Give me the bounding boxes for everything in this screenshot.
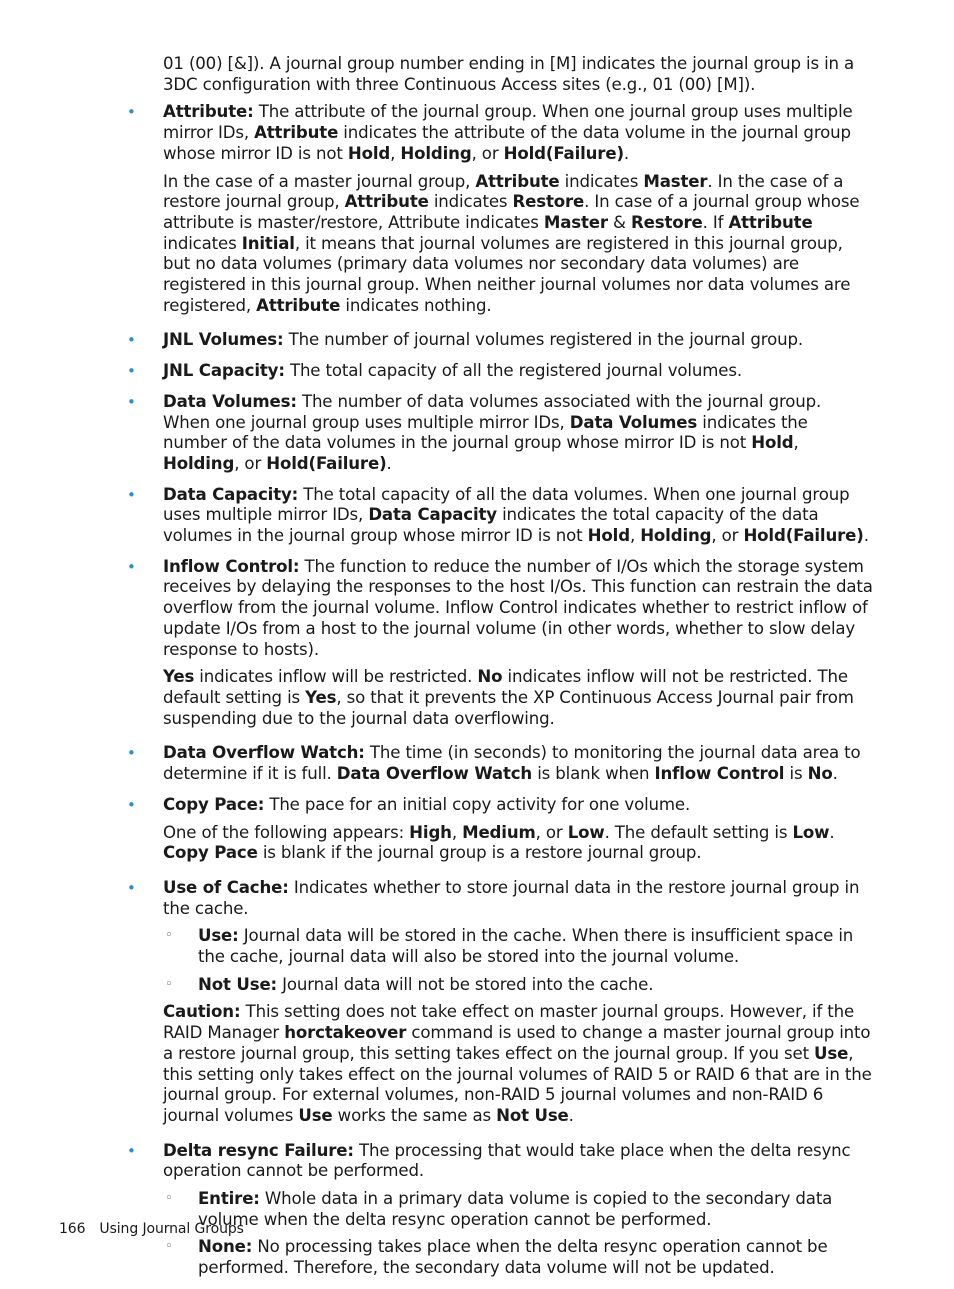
document-body: [127, 54, 873, 1289]
none-description: None: No processing takes place when the delta resync operation cannot be performed. Therefore, the secondary data volume will not be updated.: [198, 1237, 828, 1278]
list-item-use-of-cache: [127, 877, 873, 1127]
list-item-inflow-control: [127, 556, 873, 730]
page-number: 166: [59, 1221, 86, 1237]
sub-bullet: ◦: [165, 976, 173, 992]
use-description: Use: Journal data will be stored in the cache. When there is insufficient space in the cache, journal data will also be stored into the journal volume.: [198, 926, 854, 967]
bullet: •: [127, 331, 136, 350]
bullet: •: [127, 362, 136, 381]
delta-resync-description: Delta resync Failure: The processing that would take place when the delta resync operation cannot be performed.: [163, 1140, 851, 1181]
intro-paragraph: 01 (00) [&]). A journal group number ending in [M] indicates the journal group is in a 3DC configuration with three Continuous Access sites (e.g., 01 (00) [M]).: [163, 54, 855, 94]
bullet: •: [127, 557, 136, 576]
list-item-attribute: [127, 102, 873, 316]
bullet: •: [127, 103, 136, 122]
copy-pace-detail: One of the following appears: High, Medium, or Low. The default setting is Low. Copy Pace is blank if the journal group is a restore journal group.: [163, 822, 835, 863]
page-footer: [59, 1221, 258, 1237]
bullet: •: [127, 878, 136, 897]
jnl-volumes-description: JNL Volumes: The number of journal volumes registered in the journal group.: [163, 330, 803, 350]
bullet: •: [127, 392, 136, 411]
footer-section-title: Using Journal Groups: [99, 1221, 244, 1237]
not-use-description: Not Use: Journal data will not be stored into the cache.: [198, 974, 654, 994]
sub-item-not-use: [165, 974, 873, 996]
data-volumes-description: Data Volumes: The number of data volumes associated with the journal group. When one journal group uses multiple mirror IDs, Data Volumes indicates the number of the data volumes in the journal group whose mirror ID is not Hold, Holding, or Hold(Failure).: [163, 391, 822, 473]
jnl-capacity-description: JNL Capacity: The total capacity of all the registered journal volumes.: [163, 361, 742, 381]
sub-item-none: [165, 1237, 873, 1278]
copy-pace-description: Copy Pace: The pace for an initial copy activity for one volume.: [163, 794, 691, 814]
sub-item-entire: [165, 1189, 873, 1230]
inflow-control-detail: Yes indicates inflow will be restricted. No indicates inflow will not be restricted. The default setting is Yes, so that it prevents the XP Continuous Access Journal pair from suspending due to the journal data overflowing.: [163, 667, 854, 728]
list-item-jnl-volumes: [127, 330, 873, 351]
sub-bullet: ◦: [165, 928, 173, 944]
sub-item-use: [165, 926, 873, 967]
entire-description: Entire: Whole data in a primary data volume is copied to the secondary data volume when the delta resync operation cannot be performed.: [198, 1189, 833, 1229]
bullet: •: [127, 485, 136, 504]
list-item-data-overflow-watch: [127, 743, 873, 784]
list-item-jnl-capacity: [127, 361, 873, 382]
list-item-data-capacity: [127, 484, 873, 547]
caution-note: Caution: This setting does not take effect on master journal groups. However, if the RAID Manager horctakeover command is used to change a master journal group into a restore journal group, this setting takes effect on the journal group. If you set Use, this setting only takes effect on the journal volumes of RAID 5 or RAID 6 that are in the journal group. For external volumes, non-RAID 5 journal volumes and non-RAID 6 journal volumes Use works the same as Not Use.: [163, 1002, 872, 1125]
bullet: •: [127, 1141, 136, 1160]
attribute-description: Attribute: The attribute of the journal group. When one journal group uses multiple mirror IDs, Attribute indicates the attribute of the data volume in the journal group whose mirror ID is not Hold, Holding, or Hold(Failure).: [163, 102, 853, 163]
sub-bullet: ◦: [165, 1191, 173, 1207]
inflow-control-description: Inflow Control: The function to reduce the number of I/Os which the storage system receives by delaying the responses to the host I/Os. This function can restrain the data overflow from the journal volume. Inflow Control indicates whether to restrict inflow of update I/Os from a host to the journal volume (in other words, whether to slow delay response to hosts).: [163, 556, 873, 659]
list-item-data-volumes: [127, 391, 873, 475]
use-of-cache-description: Use of Cache: Indicates whether to store journal data in the restore journal group in the cache.: [163, 877, 860, 918]
bullet: •: [127, 795, 136, 814]
attribute-detail: In the case of a master journal group, Attribute indicates Master. In the case of a restore journal group, Attribute indicates Restore. In case of a journal group whose attribute is master/restore, Attribute indicates Master & Restore. If Attribute indicates Initial, it means that journal volumes are registered in this journal group, but no data volumes (primary data volumes nor secondary data volumes) are registered in this journal group. When neither journal volumes nor data volumes are registered, Attribute indicates nothing.: [163, 171, 860, 315]
list-item-copy-pace: [127, 794, 873, 864]
data-overflow-watch-description: Data Overflow Watch: The time (in seconds) to monitoring the journal data area to determine if it is full. Data Overflow Watch is blank when Inflow Control is No.: [163, 743, 861, 784]
bullet: •: [127, 744, 136, 763]
data-capacity-description: Data Capacity: The total capacity of all the data volumes. When one journal group uses multiple mirror IDs, Data Capacity indicates the total capacity of the data volumes in the journal group whose mirror ID is not Hold, Holding, or Hold(Failure).: [163, 484, 869, 546]
list-item-delta-resync-failure: [127, 1140, 873, 1279]
sub-bullet: ◦: [165, 1239, 173, 1255]
